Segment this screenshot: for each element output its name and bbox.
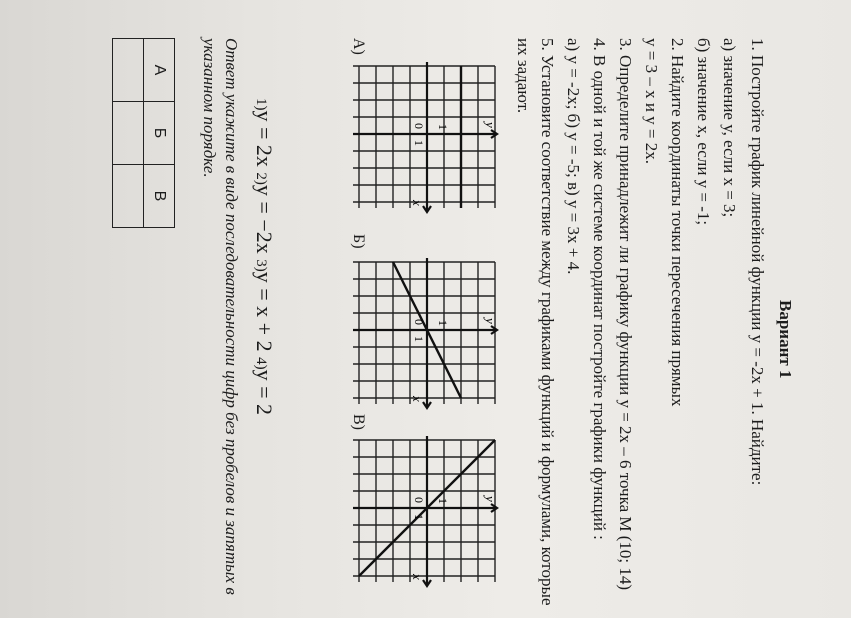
graph-b-y-axis-label: y (483, 318, 498, 324)
graph-a (349, 62, 499, 214)
instruction-line1: Ответ укажите в виде последовательности цифр без пробелов и запятых в (222, 38, 241, 595)
graph-a-x-unit-label: 1 (412, 140, 426, 146)
formula-1: y = 2x (252, 110, 277, 167)
answer-cell-a[interactable] (113, 39, 144, 102)
task2-eq: y = 3 – x и y = 2x. (642, 38, 661, 165)
graph-a-y-unit-label: 1 (436, 124, 450, 130)
task4-items: а) y = -2x; б) y = -5; в) y = 3x + 4. (564, 38, 583, 275)
graph-a-y-axis-label: y (483, 122, 498, 128)
graph-c-y-unit-label: 1 (436, 498, 450, 504)
answer-table-header-row (144, 39, 175, 228)
task3-text: 3. Определите принадлежит ли графику функции y = 2x – 6 точка M (10; 14) (616, 38, 635, 591)
formula-list (251, 98, 277, 415)
task5-text2: их задают. (514, 38, 533, 114)
formula-1-number: 1) (253, 98, 269, 111)
graph-b-origin-label: 0 (412, 319, 426, 325)
graph-b-label: Б) (350, 234, 367, 249)
graph-a-origin-label: 0 (412, 123, 426, 129)
formula-2: y = −2x (252, 184, 277, 254)
graph-c-origin-label: 0 (412, 497, 426, 503)
task1-a: а) значение y, если x = 3; (720, 38, 739, 218)
answer-cell-b[interactable] (113, 102, 144, 165)
variant-title: Вариант 1 (776, 300, 795, 379)
formula-4-number: 4) (253, 357, 269, 370)
graph-c-x-unit-label: 1 (412, 514, 426, 520)
formula-3: y = x + 2 (252, 271, 277, 352)
answer-header-b: Б (144, 102, 175, 165)
formula-4: y = 2 (252, 369, 277, 415)
formula-2-number: 2) (253, 172, 269, 185)
instruction-line2: указанном порядке. (200, 38, 219, 178)
graph-b (349, 258, 499, 410)
answer-header-a: А (144, 39, 175, 102)
task5-text: 5. Установите соответствие между графиками функций и формулами, которые (538, 38, 557, 606)
graph-c-y-axis-label: y (483, 496, 498, 502)
graph-a-x-axis-label: x (410, 200, 425, 206)
task1-b: б) значение x, если y = -1; (694, 38, 713, 226)
graph-c (349, 436, 499, 588)
answer-table (112, 38, 175, 228)
answer-cell-v[interactable] (113, 165, 144, 228)
graph-c-x-axis-label: x (410, 574, 425, 580)
formula-3-number: 3) (253, 259, 269, 272)
task2-text: 2. Найдите координаты точки пересечения прямых (668, 38, 687, 407)
graph-a-label: А) (350, 38, 367, 55)
graph-b-x-unit-label: 1 (412, 336, 426, 342)
graph-b-y-unit-label: 1 (436, 320, 450, 326)
task1-text: 1. Постройте график линейной функции y = -2x + 1. Найдите: (748, 38, 767, 486)
graph-c-label: В) (350, 414, 367, 430)
task4-text: 4. В одной и той же системе координат постройте графики функций : (590, 38, 609, 540)
answer-header-v: В (144, 165, 175, 228)
answer-table-input-row (113, 39, 144, 228)
graph-b-x-axis-label: x (410, 396, 425, 402)
